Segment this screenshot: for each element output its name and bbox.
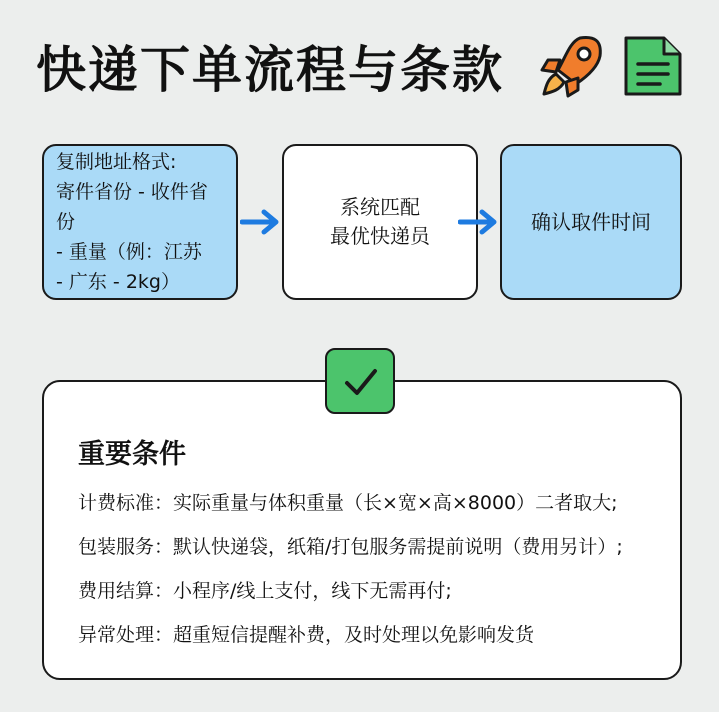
condition-label: 包装服务：	[78, 536, 174, 558]
flow-step-address-format	[42, 144, 238, 300]
condition-billing	[78, 488, 618, 515]
page-title: 快递下单流程与条款	[36, 41, 504, 99]
rocket-icon	[536, 30, 608, 102]
condition-exception	[78, 620, 534, 647]
flow-step-text: 系统匹配 最优快递员	[330, 195, 430, 248]
condition-packaging	[78, 532, 623, 559]
checkmark-icon	[341, 363, 381, 401]
document-icon	[622, 34, 684, 98]
condition-text: 超重短信提醒补费，及时处理以免影响发货	[173, 624, 535, 646]
condition-label: 计费标准：	[78, 492, 174, 514]
arrow-right-icon	[458, 208, 500, 236]
conditions-heading: 重要条件	[78, 439, 186, 470]
condition-payment	[78, 576, 452, 603]
condition-text: 小程序/线上支付，线下无需再付;	[173, 580, 452, 602]
flow-step-text: 复制地址格式: 寄件省份 - 收件省份 - 重量（例：江苏 - 广东 - 2kg）	[56, 151, 208, 293]
condition-label: 费用结算：	[78, 580, 174, 602]
condition-label: 异常处理：	[78, 624, 174, 646]
condition-text: 实际重量与体积重量（长×宽×高×8000）二者取大;	[173, 492, 618, 514]
condition-text: 默认快递袋，纸箱/打包服务需提前说明（费用另计）;	[173, 536, 623, 558]
conditions-panel	[42, 380, 682, 680]
arrow-right-icon	[240, 208, 282, 236]
flow-step-confirm-pickup	[500, 144, 682, 300]
checkmark-badge	[325, 348, 395, 414]
flow-step-text: 确认取件时间	[531, 209, 651, 234]
flow-step-match-courier	[282, 144, 478, 300]
